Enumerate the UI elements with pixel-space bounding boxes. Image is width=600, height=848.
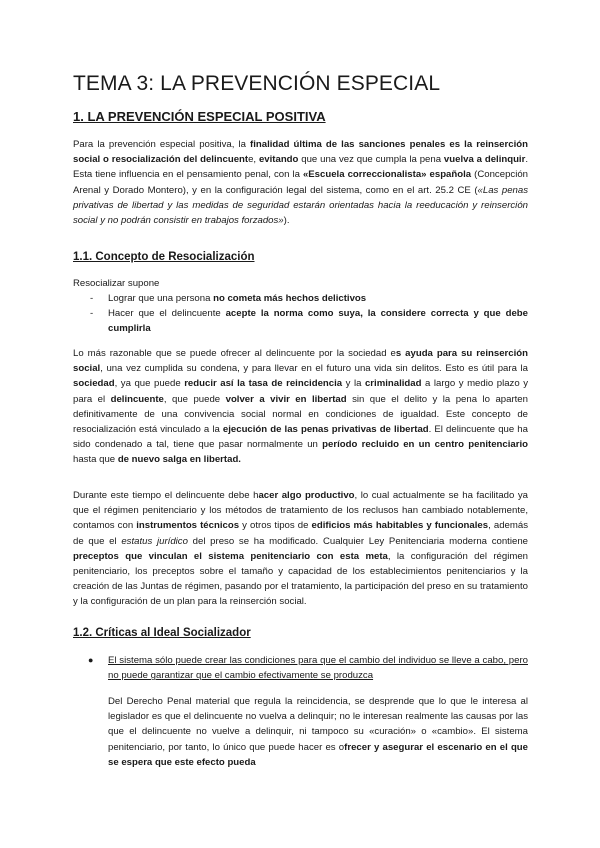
section1-paragraph: Para la prevención especial positiva, la finalidad última de las sanciones penales es la reinserción social o resocialización del delincuente, evitando que una vez que cumpla la pena vuelva a delinquir. Esta tiene influencia en el pensamiento penal, con la «Escuela correccionalista» española (Concepción Arenal y Dorado Montero), y en la configuración legal del sistema, como en el art. 25.2 CE («Las penas privativas de libertad y las medidas de seguridad estarán orientadas hacia la reeducación y reinserción social y no podrán consistir en trabajos forzados»). xyxy=(73,139,529,227)
section-heading-1: 1. LA PREVENCIÓN ESPECIAL POSITIVA xyxy=(73,109,326,124)
bullet-dot: ● xyxy=(88,655,94,665)
section12-paragraph: Del Derecho Penal material que regula la reincidencia, se desprende que lo que le interesa al legislador es que el delincuente no vuelva a delinquir; no le interesan realmente las causas por las que el delincuente no vuelve a delinquir, ni tampoco su «curación» o «cambio». El sistema penitenciario, por tanto, lo único que puede hacer es ofrecer y asegurar el escenario en el que se espera que este efecto pueda xyxy=(108,696,529,768)
page-title: TEMA 3: LA PREVENCIÓN ESPECIAL xyxy=(73,72,441,95)
section-heading-1-1: 1.1. Concepto de Resocialización xyxy=(73,251,255,263)
section11-paragraph-1: Lo más razonable que se puede ofrecer al delincuente por la sociedad es ayuda para su reinserción social, una vez cumplida su condena, y para llevar en el futuro una vida sin delitos. Esto es útil para la sociedad, ya que puede reducir así la tasa de reincidencia y la criminalidad a largo y medio plazo y para el delincuente, que puede volver a vivir en libertad sin que el delito y la pena lo aparten definitivamente de una convivencia social normal en condiciones de igualdad. Este concepto de resocialización está vinculado a la ejecución de las penas privativas de libertad. El delincuente que ha sido condenado a tal, tiene que pasar normalmente un período recluido en un centro penitenciario hasta que de nuevo salga en libertad. xyxy=(73,348,528,466)
section11-paragraph-2: Durante este tiempo el delincuente debe hacer algo productivo, lo cual actualmente se ha facilitado ya que el régimen penitenciario y los métodos de tratamiento de los reclusos han cambiado notablemente, contamos con instrumentos técnicos y otros tipos de edificios más habitables y funcionales, además de que el estatus jurídico del preso se ha modificado. Cualquier Ley Penitenciaria moderna contiene preceptos que vinculan el sistema penitenciario con esta meta, la configuración del régimen penitenciario, los preceptos sobre el tamaño y capacidad de los establecimientos penitenciarios y la creación de las Juntas de régimen, pasando por el tratamiento, la participación del preso en su tratamiento y la configuración de un plan para la reinserción social. xyxy=(73,490,529,608)
resocialize-intro: Resocializar supone xyxy=(73,278,160,289)
list-item: Lograr que una persona no cometa más hechos delictivos xyxy=(108,293,367,304)
dash-bullet: - xyxy=(90,293,94,304)
section-heading-1-2: 1.2. Críticas al Ideal Socializador xyxy=(73,627,251,639)
critique-bullet: El sistema sólo puede crear las condiciones para que el cambio del individuo se lleve a cabo, pero no puede garantizar que el cambio efectivamente se produzca xyxy=(108,655,528,682)
list-item: Hacer que el delincuente acepte la norma como suya, la considere correcta y que debe cumplirla xyxy=(108,308,528,335)
dash-bullet: - xyxy=(90,308,94,319)
